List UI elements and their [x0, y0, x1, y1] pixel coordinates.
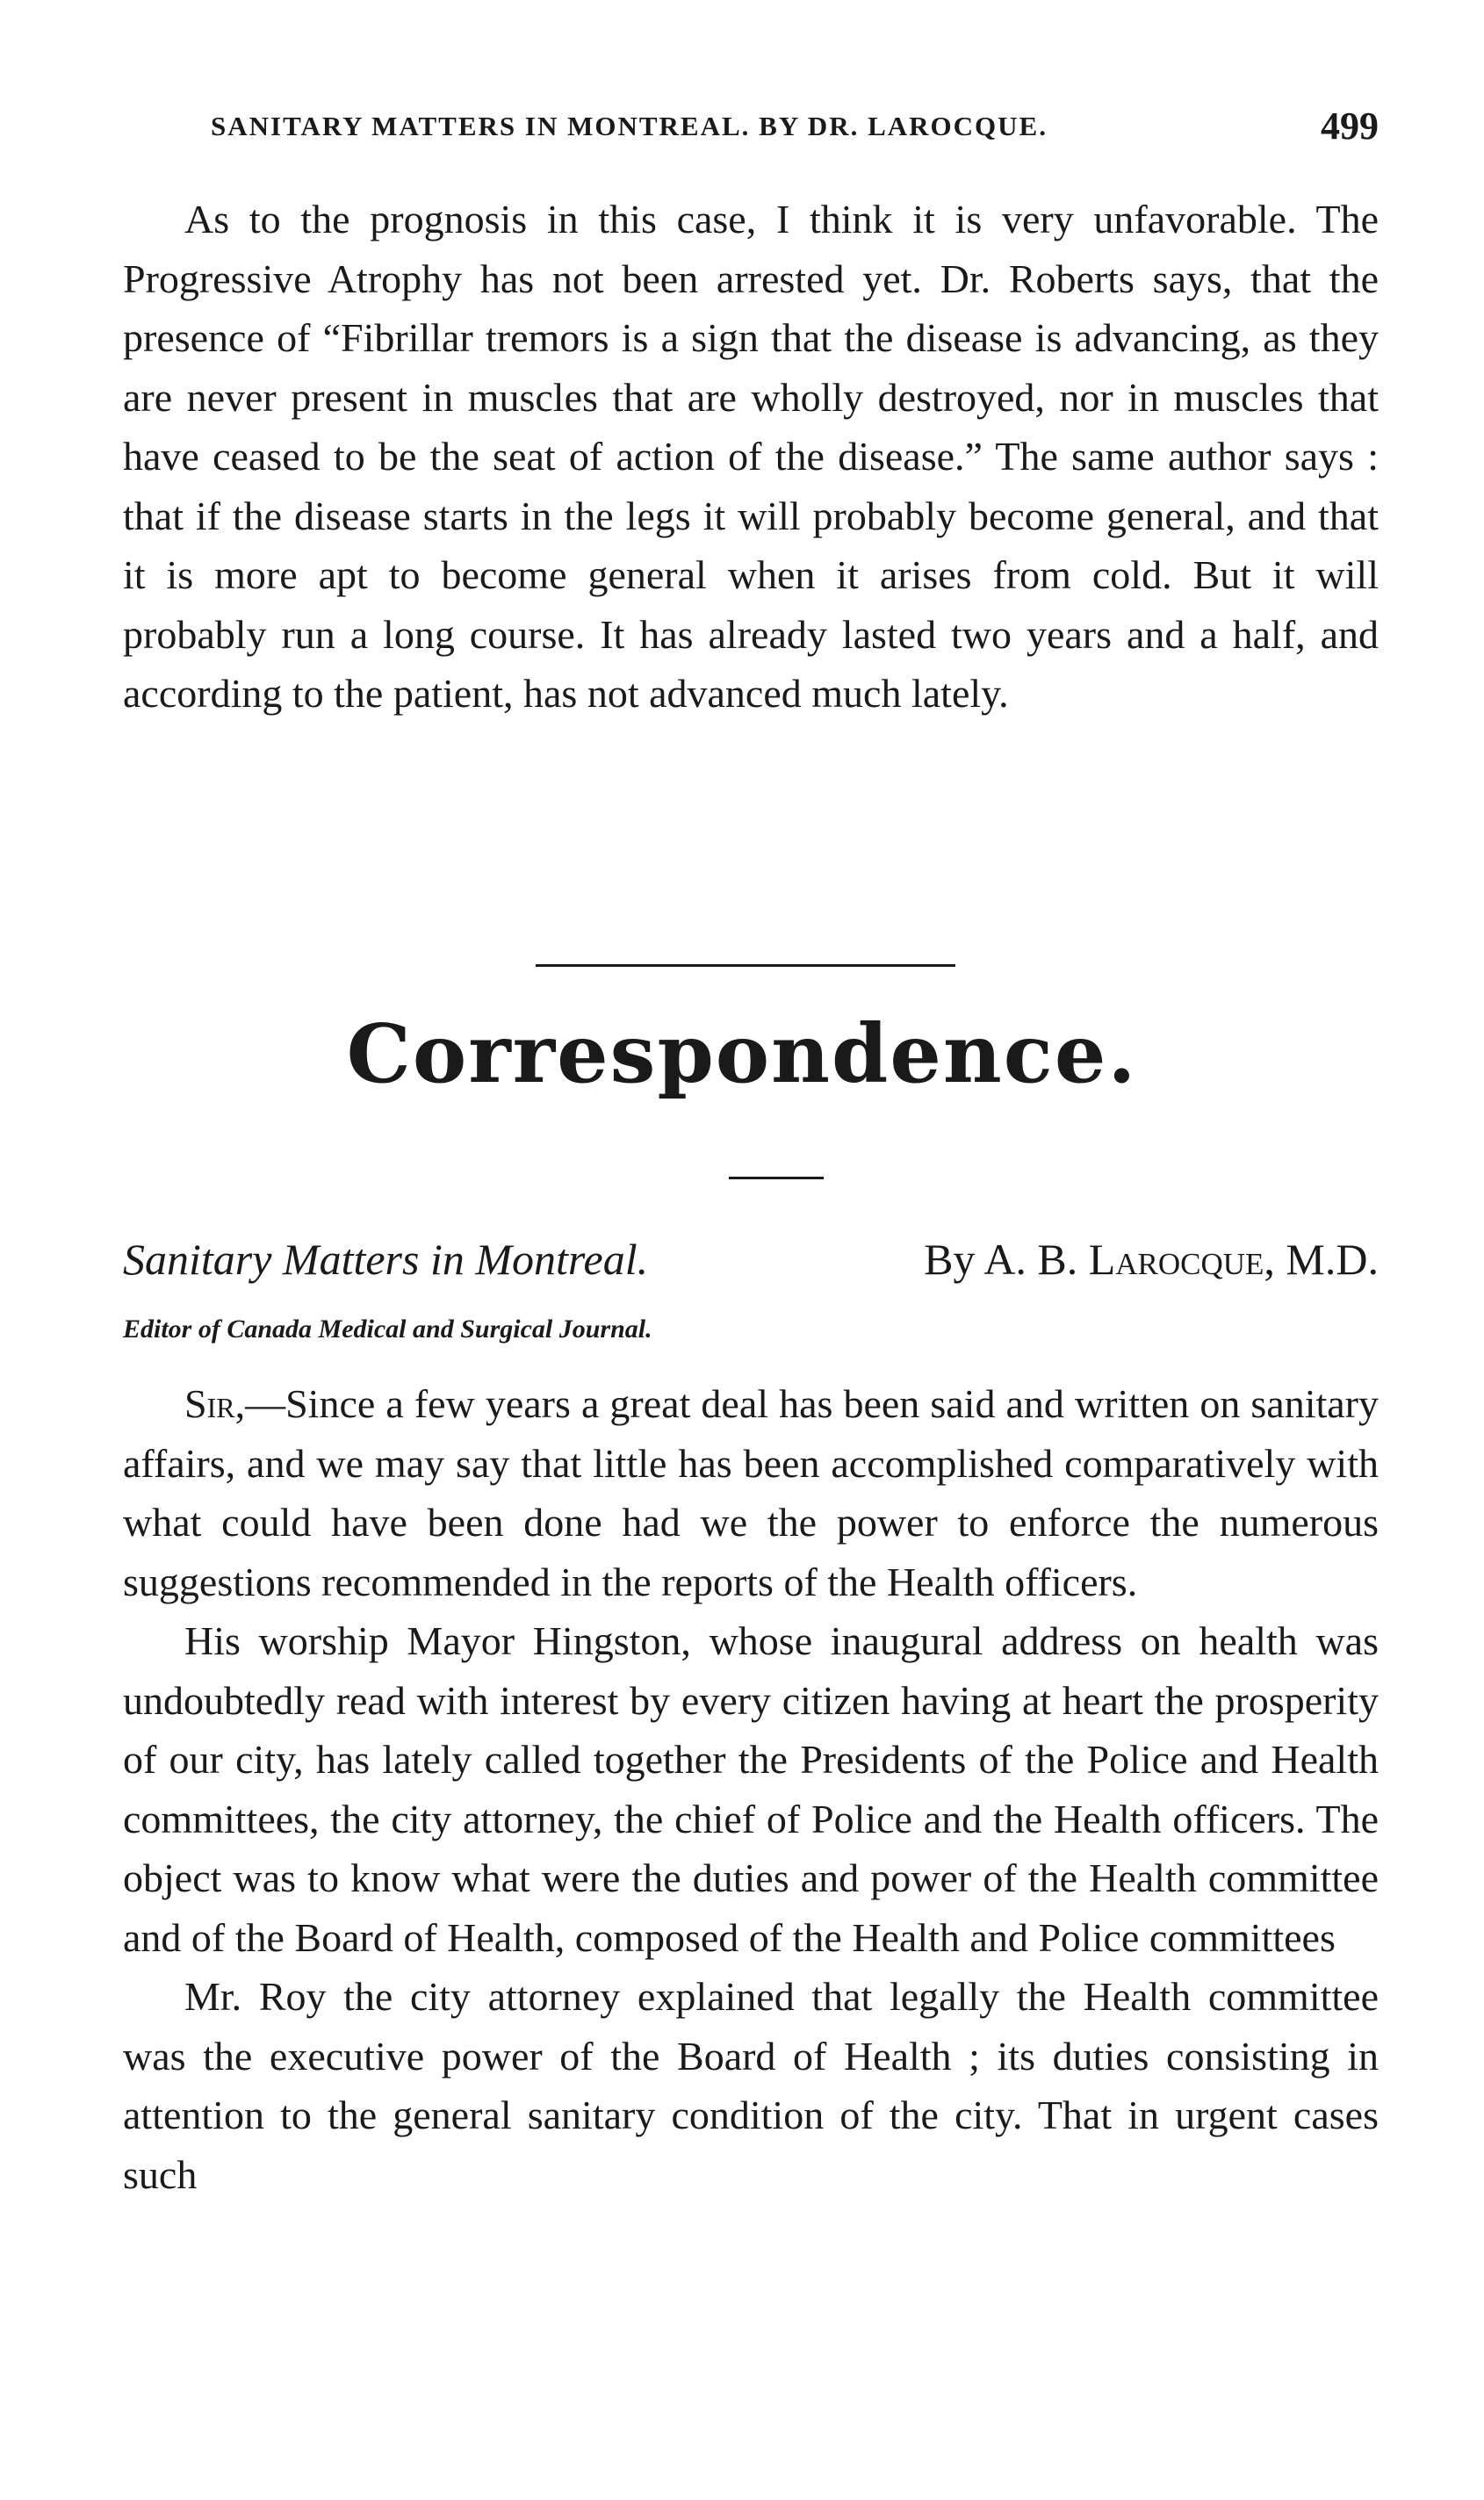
author-affiliation: Editor of Canada Medical and Surgical Journal.: [123, 1315, 652, 1344]
article-paragraph-2: His worship Mayor Hingston, whose inaugural address on health was undoubtedly read with interest by every citizen having at heart the prosperity of our city, has lately called together the Presidents of the Police and Health committees, the city attorney, the chief of Police and the Health officers. The object was to know what were the duties and power of the Health committee and of the Board of Health, composed of the Health and Police committees: [123, 1618, 1379, 1960]
section-divider-bottom: [729, 1177, 824, 1179]
article-body: [123, 1374, 1379, 2204]
article-paragraph-1: [123, 1374, 1379, 1611]
continued-paragraph: As to the prognosis in this case, I think it is very unfavorable. The Progressive Atrophy has not been arrested yet. Dr. Roberts says, that the presence of “Fibrillar tremors is a sign that the disease is advancing, as they are never present in muscles that are wholly destroyed, nor in muscles that have ceased to be the seat of action of the disease.” The same author says : that if the disease starts in the legs it will probably become general, and that it is more apt to become general when it arises from cold. But it will probably run a long course. It has already lasted two years and a half, and according to the patient, has not advanced much lately.: [123, 197, 1379, 716]
article-title: Sanitary Matters in Montreal.: [123, 1235, 649, 1284]
salutation: Sir,: [184, 1381, 246, 1426]
author-prefix: By A. B.: [924, 1235, 1078, 1284]
continued-paragraph-block: [123, 190, 1379, 724]
running-head-title: SANITARY MATTERS IN MONTREAL. BY DR. LAROCQUE.: [211, 111, 1048, 141]
article-author: [924, 1234, 1379, 1285]
section-heading: Correspondence.: [346, 1006, 1138, 1101]
article-paragraph-3: Mr. Roy the city attorney explained that legally the Health committee was the executive power of the Board of Health ; its duties consisting in attention to the general sanitary condition of the city. That in urgent cases such: [123, 1974, 1379, 2197]
page-number: 499: [1321, 104, 1379, 148]
section-divider-top: [536, 964, 955, 967]
running-head: [211, 104, 1379, 156]
article-byline: [123, 1234, 1379, 1295]
author-suffix: M.D.: [1286, 1235, 1379, 1284]
paragraph-1-text: —Since a few years a great deal has been said and written on sanitary affairs, and we may say that little has been accomplished comparatively with what could have been done had we the power to enforce the numerous suggestions recommended in the reports of the Health officers.: [123, 1381, 1379, 1604]
author-name: Larocque,: [1088, 1235, 1275, 1284]
